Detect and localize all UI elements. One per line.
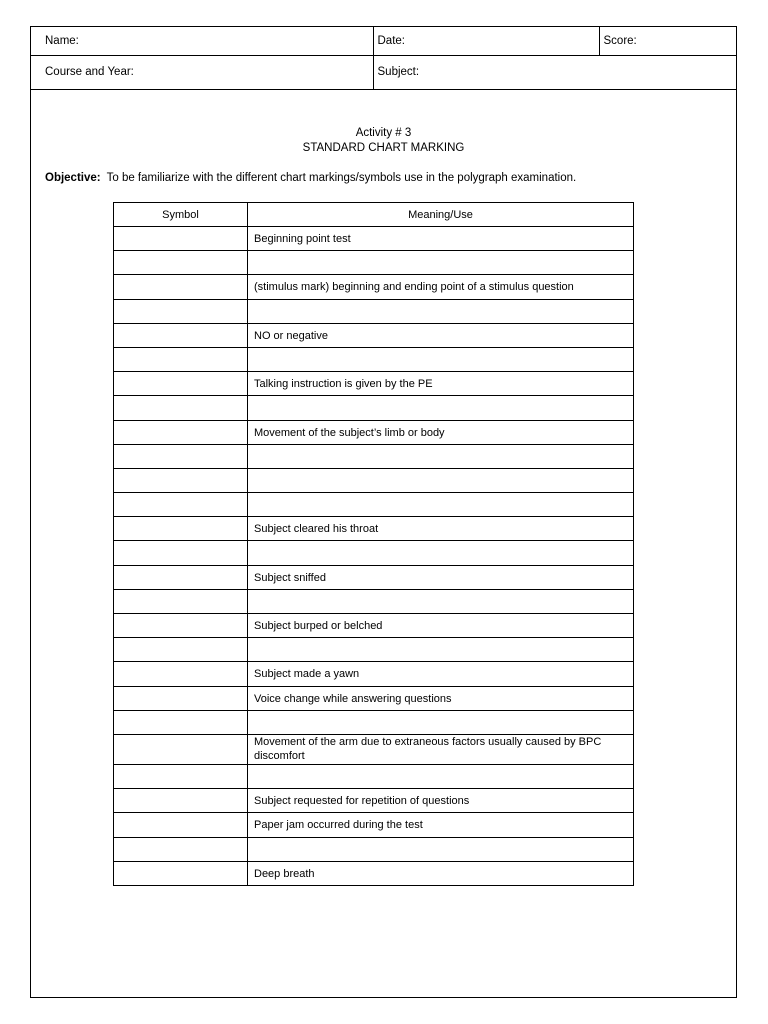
- table-row: [114, 813, 634, 837]
- table-row: [114, 227, 634, 251]
- meaning-cell: Deep breath: [248, 861, 634, 885]
- symbol-cell[interactable]: [114, 347, 248, 371]
- table-row: [114, 541, 634, 565]
- objective-statement: [45, 172, 576, 184]
- symbol-cell[interactable]: [114, 493, 248, 517]
- score-label: Score:: [603, 34, 637, 47]
- symbol-cell[interactable]: [114, 468, 248, 492]
- meaning-cell: [248, 541, 634, 565]
- meaning-cell: [248, 468, 634, 492]
- objective-label: Objective:: [45, 172, 101, 184]
- table-row: [114, 565, 634, 589]
- symbol-cell[interactable]: [114, 638, 248, 662]
- symbol-cell[interactable]: [114, 323, 248, 347]
- table-row: [114, 734, 634, 764]
- table-body: [114, 227, 634, 886]
- meaning-cell: [248, 251, 634, 275]
- table-row: [114, 372, 634, 396]
- meaning-cell: [248, 837, 634, 861]
- meaning-cell: [248, 299, 634, 323]
- course-field[interactable]: [31, 55, 373, 89]
- name-label: Name:: [45, 34, 79, 47]
- symbol-cell[interactable]: [114, 275, 248, 299]
- table-row: [114, 614, 634, 638]
- symbol-cell[interactable]: [114, 686, 248, 710]
- symbol-cell[interactable]: [114, 813, 248, 837]
- meaning-cell: Talking instruction is given by the PE: [248, 372, 634, 396]
- meaning-cell: [248, 396, 634, 420]
- table-row: [114, 710, 634, 734]
- activity-title: STANDARD CHART MARKING: [302, 142, 465, 154]
- table-row: [114, 299, 634, 323]
- symbol-cell[interactable]: [114, 541, 248, 565]
- meaning-cell: Paper jam occurred during the test: [248, 813, 634, 837]
- table-row: [114, 589, 634, 613]
- table-row: [114, 837, 634, 861]
- meaning-cell: Beginning point test: [248, 227, 634, 251]
- meaning-cell: Subject cleared his throat: [248, 517, 634, 541]
- meaning-cell: [248, 444, 634, 468]
- meaning-cell: Subject requested for repetition of questions: [248, 789, 634, 813]
- meaning-cell: Subject made a yawn: [248, 662, 634, 686]
- table-row: [114, 789, 634, 813]
- symbol-cell[interactable]: [114, 565, 248, 589]
- table-row: [114, 764, 634, 788]
- symbol-cell[interactable]: [114, 710, 248, 734]
- name-field[interactable]: [31, 27, 373, 55]
- symbol-cell[interactable]: [114, 420, 248, 444]
- symbol-cell[interactable]: [114, 614, 248, 638]
- table-row: [114, 686, 634, 710]
- meaning-cell: Movement of the subject’s limb or body: [248, 420, 634, 444]
- symbol-column-header: Symbol: [114, 203, 248, 227]
- table-row: [114, 444, 634, 468]
- symbol-cell[interactable]: [114, 251, 248, 275]
- meaning-cell: [248, 638, 634, 662]
- objective-text: To be familiarize with the different chart markings/symbols use in the polygraph examination.: [106, 172, 577, 184]
- table-row: [114, 347, 634, 371]
- meaning-cell: NO or negative: [248, 323, 634, 347]
- symbol-cell[interactable]: [114, 299, 248, 323]
- table-row: [114, 468, 634, 492]
- table-header-row: [114, 203, 634, 227]
- table-row: [114, 251, 634, 275]
- table-row: [114, 638, 634, 662]
- meaning-cell: [248, 493, 634, 517]
- table-row: [114, 662, 634, 686]
- chart-marking-table: [113, 202, 634, 886]
- symbol-cell[interactable]: [114, 517, 248, 541]
- meaning-cell: Voice change while answering questions: [248, 686, 634, 710]
- meaning-cell: (stimulus mark) beginning and ending point of a stimulus question: [248, 275, 634, 299]
- worksheet-page: [30, 26, 737, 998]
- meaning-cell: Subject burped or belched: [248, 614, 634, 638]
- date-label: Date:: [377, 34, 405, 47]
- symbol-cell[interactable]: [114, 789, 248, 813]
- meaning-cell: [248, 710, 634, 734]
- symbol-cell[interactable]: [114, 589, 248, 613]
- symbol-cell[interactable]: [114, 396, 248, 420]
- symbol-cell[interactable]: [114, 837, 248, 861]
- subject-field[interactable]: [373, 55, 736, 89]
- symbol-cell[interactable]: [114, 662, 248, 686]
- symbol-cell[interactable]: [114, 444, 248, 468]
- meaning-cell: Subject sniffed: [248, 565, 634, 589]
- meaning-cell: Movement of the arm due to extraneous factors usually caused by BPC discomfort: [248, 734, 634, 764]
- meaning-column-header: Meaning/Use: [248, 203, 634, 227]
- meaning-cell: [248, 589, 634, 613]
- table-row: [114, 323, 634, 347]
- symbol-cell[interactable]: [114, 861, 248, 885]
- symbol-cell[interactable]: [114, 372, 248, 396]
- symbol-cell[interactable]: [114, 764, 248, 788]
- symbol-cell[interactable]: [114, 734, 248, 764]
- symbol-cell[interactable]: [114, 227, 248, 251]
- meaning-cell: [248, 764, 634, 788]
- table-row: [114, 493, 634, 517]
- date-field[interactable]: [373, 27, 599, 55]
- activity-number: Activity # 3: [355, 127, 412, 139]
- table-row: [114, 861, 634, 885]
- course-label: Course and Year:: [45, 66, 134, 78]
- table-row: [114, 420, 634, 444]
- table-row: [114, 396, 634, 420]
- table-row: [114, 275, 634, 299]
- table-row: [114, 517, 634, 541]
- score-field[interactable]: [599, 27, 736, 55]
- student-info-header: [31, 27, 736, 90]
- subject-label: Subject:: [377, 66, 420, 78]
- meaning-cell: [248, 347, 634, 371]
